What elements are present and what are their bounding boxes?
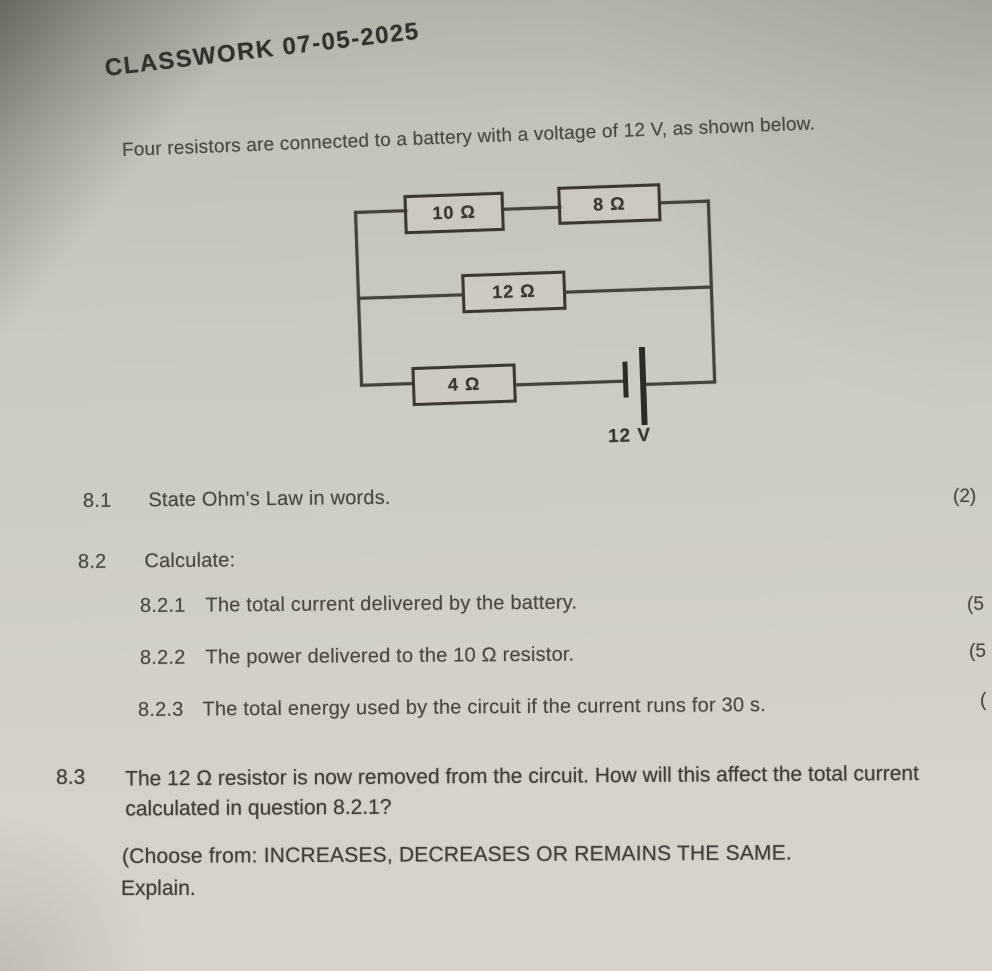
question-8-2-3-number: 8.2.3	[137, 698, 184, 721]
question-8-2-3	[138, 694, 766, 722]
battery-icon	[639, 347, 648, 425]
question-8-2-2	[140, 644, 575, 670]
question-8-2-number: 8.2	[77, 550, 107, 573]
question-8-2-3-mark: (	[980, 690, 987, 711]
resistor-10ohm	[403, 192, 504, 234]
wire-middle-branch-left	[357, 293, 464, 299]
question-8-1-number: 8.1	[82, 489, 112, 512]
wire-top-branch-left	[354, 209, 408, 213]
wire-middle-branch-right	[566, 286, 712, 294]
question-8-2-text: Calculate:	[144, 549, 236, 573]
question-8-2-1	[140, 592, 577, 618]
resistor-10ohm-label: 10 Ω	[432, 201, 477, 224]
circuit-diagram	[353, 170, 725, 472]
wire-bottom-branch-middle	[516, 380, 626, 386]
resistor-4ohm	[411, 363, 516, 406]
question-8-3	[56, 759, 976, 825]
page-title: CLASSWORK 07-05-2025	[103, 17, 422, 82]
question-8-2-1-text: The total current delivered by the battery.	[205, 591, 578, 617]
question-8-2-3-text: The total energy used by the circuit if the current runs for 30 s.	[202, 694, 767, 721]
wire-bottom-branch-left	[360, 382, 414, 386]
wire-top-branch-middle	[504, 206, 562, 211]
wire-right-vertical	[707, 200, 716, 384]
question-8-1	[83, 487, 391, 513]
question-8-2	[78, 549, 236, 574]
question-8-1-text: State Ohm's Law in words.	[148, 486, 391, 512]
resistor-8ohm-label: 8 Ω	[592, 193, 626, 215]
question-8-3-choose-instruction: (Choose from: INCREASES, DECREASES OR REMAINS THE SAME.	[121, 841, 792, 868]
wire-top-branch-right	[659, 200, 709, 204]
question-8-2-1-mark: (5	[967, 594, 984, 615]
question-8-2-2-number: 8.2.2	[139, 646, 186, 669]
question-8-1-mark: (2)	[953, 486, 977, 507]
intro-text: Four resistors are connected to a battery with a voltage of 12 V, as shown below.	[121, 113, 816, 161]
resistor-8ohm	[557, 183, 661, 225]
resistor-12ohm-label: 12 Ω	[491, 280, 536, 303]
question-8-3-text: The 12 Ω resistor is now removed from the circuit. How will this affect the total current calculated in question 8.2.1?	[125, 761, 919, 821]
question-8-2-2-mark: (5	[969, 641, 986, 662]
resistor-12ohm	[461, 271, 566, 314]
question-8-3-number: 8.3	[56, 765, 86, 789]
battery-voltage-label: 12 V	[607, 424, 652, 448]
battery-icon	[622, 362, 628, 398]
wire-bottom-branch-right	[646, 380, 715, 385]
question-8-2-2-text: The power delivered to the 10 Ω resistor.	[205, 643, 575, 669]
question-8-2-1-number: 8.2.1	[139, 594, 186, 617]
question-8-3-explain-instruction: Explain.	[121, 877, 196, 900]
resistor-4ohm-label: 4 Ω	[447, 373, 481, 395]
